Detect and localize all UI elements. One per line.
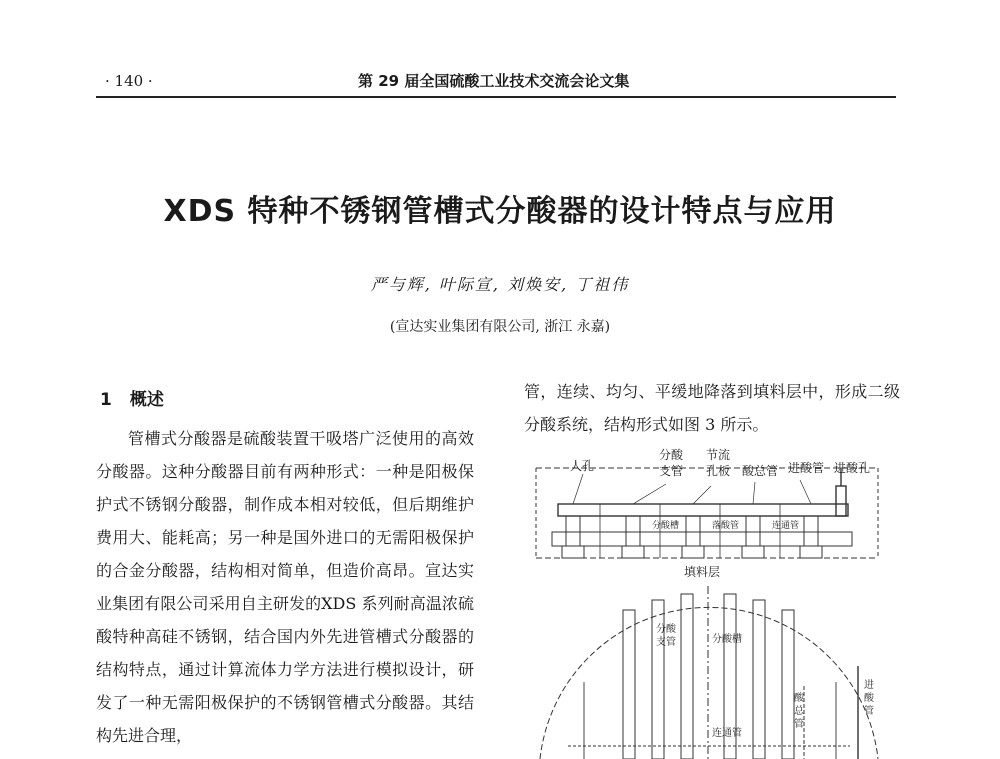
affiliation: (宣达实业集团有限公司, 浙江 永嘉) xyxy=(389,319,611,335)
running-header: 第 29 届全国硫酸工业技术交流会论文集 xyxy=(358,72,630,90)
label-orifice-1: 节流 xyxy=(706,448,731,462)
plan-label-header-3: 管 xyxy=(794,719,804,730)
label-manhole: 人孔 xyxy=(570,459,595,473)
body-paragraph-left: 管槽式分酸器是硫酸装置干吸塔广泛使用的高效分酸器。这种分酸器目前有两种形式：一种是阳极保护式不锈钢分酸器，制作成本相对较低，但后期维护费用大、能耗高；另一种是国外进口的无需阳极保护的合金分酸器，结构相对简单，但造价高昂。宣达实业集团有限公司采用自主研发的XDS 系列耐高温浓硫酸特种高硅不锈钢，结合国内外先进管槽式分酸器的结构特点，通过计算流体力学方法进行模拟设计，研发了一种无需阳极保护的不锈钢管槽式分酸器。其结构先进合理， xyxy=(96,429,474,745)
section-heading xyxy=(100,385,164,410)
plan-label-header-1: 酸 xyxy=(794,693,804,704)
plan-label-connector: 连通管 xyxy=(712,728,742,739)
label-packing: 填料层 xyxy=(684,565,721,579)
label-header-pipe: 酸总管 xyxy=(742,464,779,478)
header-rule xyxy=(96,96,896,98)
plan-view xyxy=(540,586,878,759)
figure-3-distributor-diagram xyxy=(528,446,890,759)
page-number: · 140 · xyxy=(105,72,153,90)
label-trough: 分酸槽 xyxy=(652,521,680,531)
plan-label-inlet-2: 酸 xyxy=(864,693,874,704)
plan-label-branch-1: 分酸 xyxy=(656,624,676,635)
plan-label-inlet-1: 进 xyxy=(864,680,874,691)
section-number: 1 xyxy=(100,390,112,410)
paper-title: XDS 特种不锈钢管槽式分酸器的设计特点与应用 xyxy=(163,194,837,229)
plan-label-header-2: 总 xyxy=(794,706,804,717)
body-paragraph-right: 管，连续、均匀、平缓地降落到填料层中，形成二级分酸系统，结构形式如图 3 所示。 xyxy=(524,382,900,434)
label-orifice-2: 孔板 xyxy=(706,464,731,478)
plan-label-trough: 分酸槽 xyxy=(712,634,742,645)
label-connector: 连通管 xyxy=(772,521,800,531)
elevation-view xyxy=(536,468,878,558)
label-branch-2: 支管 xyxy=(659,464,684,478)
plan-label-branch-2: 支管 xyxy=(656,637,676,648)
label-drop-pipe: 落酸管 xyxy=(712,521,740,531)
figure-svg xyxy=(528,446,890,759)
label-branch-1: 分酸 xyxy=(659,448,684,462)
plan-label-inlet-3: 管 xyxy=(864,706,874,717)
section-title: 概述 xyxy=(129,390,164,410)
label-inlet-hole: 进酸孔 xyxy=(834,461,871,475)
label-inlet-pipe: 进酸管 xyxy=(788,461,825,475)
authors: 严与辉, 叶际宣, 刘焕安, 丁祖伟 xyxy=(370,275,630,294)
